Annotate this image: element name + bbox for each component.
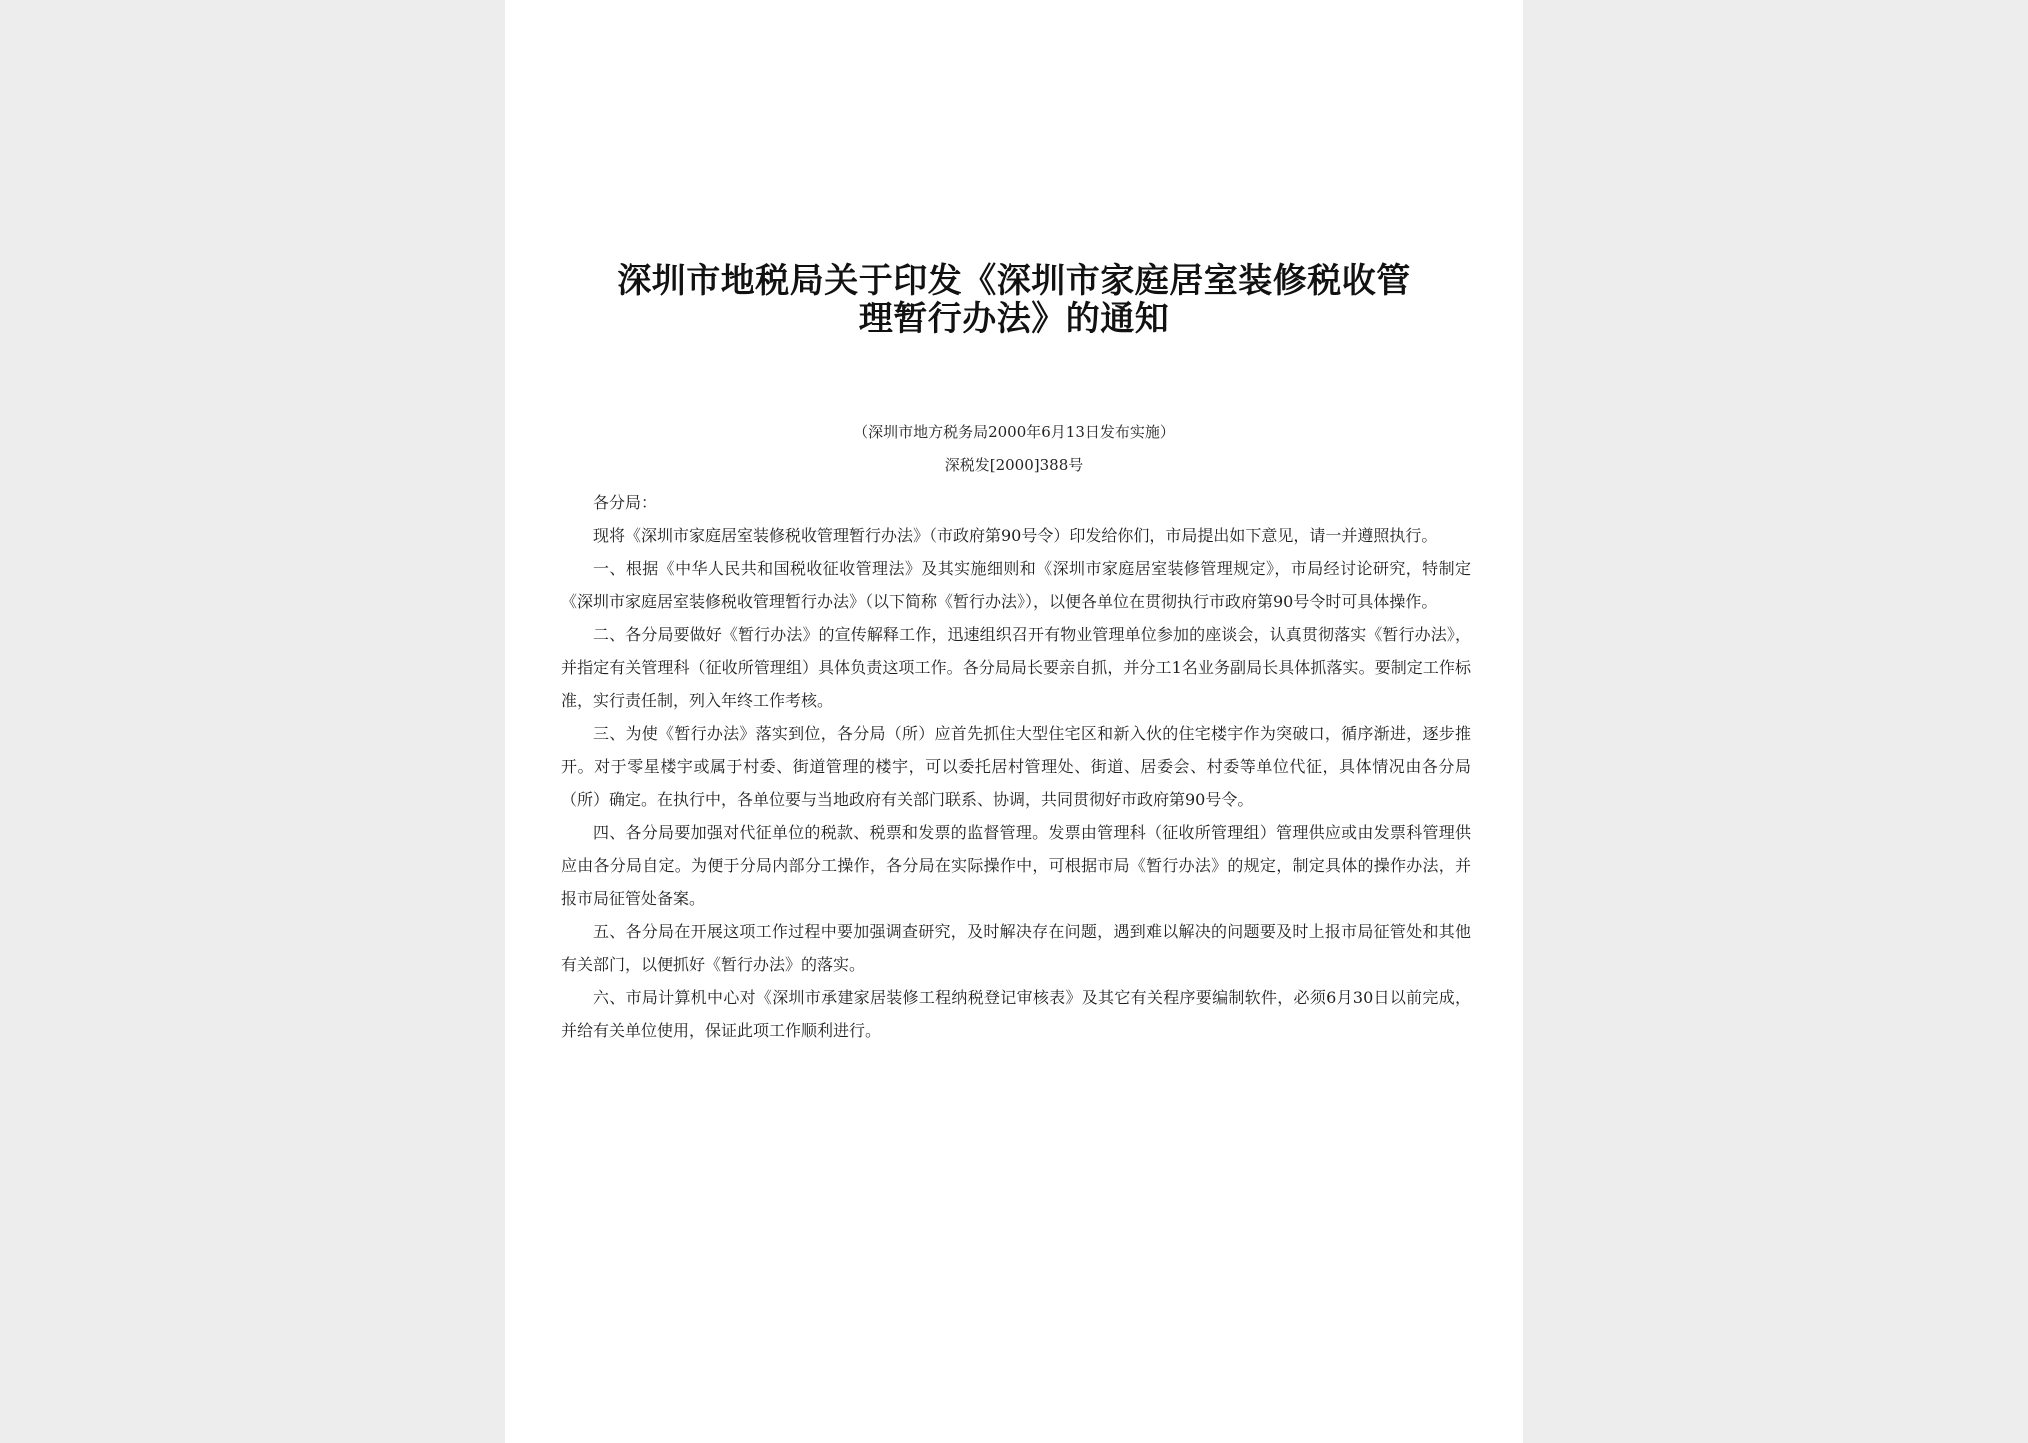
document-title [565, 262, 1463, 338]
paragraph-6: 六、市局计算机中心对《深圳市承建家居装修工程纳税登记审核表》及其它有关程序要编制软件，必须6月30日以前完成，并给有关单位使用，保证此项工作顺利进行。 [561, 988, 1471, 1040]
document-number: 深税发[2000]388号 [944, 456, 1084, 474]
salutation: 各分局： [593, 493, 658, 512]
title-line-1: 深圳市地税局关于印发《深圳市家庭居室装修税收管 [617, 261, 1411, 301]
paragraph-4: 四、各分局要加强对代征单位的税款、税票和发票的监督管理。发票由管理科（征收所管理组）管理供应或由发票科管理供应由各分局自定。为便于分局内部分工操作，各分局在实际操作中，可根据市局《暂行办法》的规定，制定具体的操作办法，并报市局征管处备案。 [561, 823, 1471, 908]
document-body [561, 486, 1471, 1047]
issuance-note: （深圳市地方税务局2000年6月13日发布实施） [853, 423, 1175, 441]
paragraph-2: 二、各分局要做好《暂行办法》的宣传解释工作，迅速组织召开有物业管理单位参加的座谈会，认真贯彻落实《暂行办法》，并指定有关管理科（征收所管理组）具体负责这项工作。各分局局长要亲自抓，并分工1名业务副局长具体抓落实。要制定工作标准，实行责任制，列入年终工作考核。 [561, 625, 1471, 710]
paragraph-3: 三、为使《暂行办法》落实到位，各分局（所）应首先抓住大型住宅区和新入伙的住宅楼宇作为突破口，循序渐进，逐步推开。对于零星楼宇或属于村委、街道管理的楼宇，可以委托居村管理处、街道、居委会、村委等单位代征，具体情况由各分局（所）确定。在执行中，各单位要与当地政府有关部门联系、协调，共同贯彻好市政府第90号令。 [561, 724, 1471, 809]
title-line-2: 理暂行办法》的通知 [858, 299, 1170, 339]
document-page [505, 0, 1523, 1443]
paragraph-intro: 现将《深圳市家庭居室装修税收管理暂行办法》（市政府第90号令）印发给你们，市局提出如下意见，请一并遵照执行。 [593, 526, 1438, 545]
paragraph-5: 五、各分局在开展这项工作过程中要加强调查研究，及时解决存在问题，遇到难以解决的问题要及时上报市局征管处和其他有关部门，以便抓好《暂行办法》的落实。 [561, 922, 1471, 974]
paragraph-1: 一、根据《中华人民共和国税收征收管理法》及其实施细则和《深圳市家庭居室装修管理规定》，市局经讨论研究，特制定《深圳市家庭居室装修税收管理暂行办法》（以下简称《暂行办法》），以便各单位在贯彻执行市政府第90号令时可具体操作。 [561, 559, 1471, 611]
